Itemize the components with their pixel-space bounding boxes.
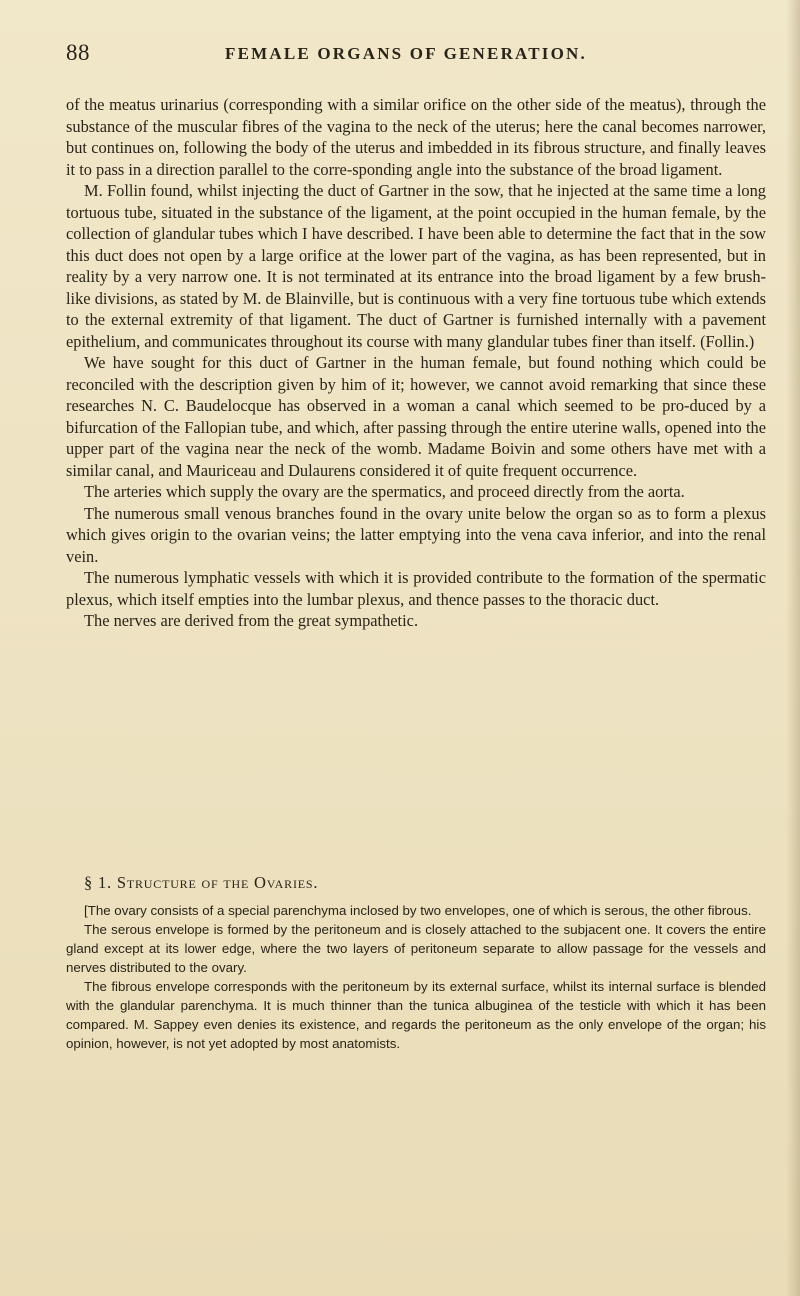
section-heading [84,873,318,893]
paragraph: We have sought for this duct of Gartner in the human female, but found nothing which could be reconciled with the description given by him of it; however, we cannot avoid remarking that since these researches N. C. Baudelocque has observed in a woman a canal which seemed to be pro-duced by a bifurcation of the Fallopian tube, and which, after passing through the entire uterine walls, opened into the upper part of the vagina near the neck of the womb. Madame Boivin and some others have met with a similar canal, and Mauriceau and Dulaurens considered it of quite frequent occurrence. [66,353,766,480]
page-number: 88 [66,40,90,65]
paragraph: of the meatus urinarius (corresponding with a similar orifice on the other side of the meatus), through the substance of the muscular fibres of the vagina to the neck of the uterus; here the canal becomes narrower, but continues on, following the body of the uterus and imbedded in its fibrous structure, and finally leaves it to pass in a direction parallel to the corre-sponding angle into the substance of the broad ligament. [66,95,766,179]
paragraph: The numerous small venous branches found in the ovary unite below the organ so as to form a plexus which gives origin to the ovarian veins; the latter emptying into the vena cava inferior, and into the renal vein. [66,503,766,566]
body-text [66,94,766,632]
paragraph: M. Follin found, whilst injecting the duct of Gartner in the sow, that he injected at the same time a long tortuous tube, situated in the substance of the ligament, at the point occupied in the human female, by the collection of glandular tubes which I have described. I have been able to determine the fact that in the sow this duct does not open by a large orifice at the lower part of the vagina, as has been represented, but in reality by a very narrow one. It is not terminated at its entrance into the broad ligament by a few brush-like divisions, as stated by M. de Blainville, but is continuous with a very fine tortuous tube which extends to the external extremity of that ligament. The duct of Gartner is furnished internally with a pavement epithelium, and communicates throughout its course with many glandular tubes finer than itself. (Follin.) [66,181,766,351]
section-title: Structure of the Ovaries. [116,873,319,892]
paragraph: The nerves are derived from the great sympathetic. [84,611,419,630]
note-paragraph: [The ovary consists of a special parenchyma inclosed by two envelopes, one of which is serous, the other fibrous. [84,903,752,918]
note-paragraph: The fibrous envelope corresponds with the peritoneum by its external surface, whilst its internal surface is blended with the glandular parenchyma. It is much thinner than the tunica albuginea of the testicle with which it has been compared. M. Sappey even denies its existence, and regards the peritoneum as the only envelope of the organ; his opinion, however, is not yet adopted by most anatomists. [66,979,766,1051]
running-title: FEMALE ORGANS OF GENERATION. [225,44,587,63]
section-number: § 1. [84,873,112,892]
bracketed-note [66,901,766,1053]
page-edge-shadow [786,0,800,1296]
page-header [66,40,766,76]
paragraph: The arteries which supply the ovary are the spermatics, and proceed directly from the aorta. [84,482,685,501]
paragraph: The numerous lymphatic vessels with which it is provided contribute to the formation of the spermatic plexus, which itself empties into the lumbar plexus, and thence passes to the thoracic duct. [66,568,766,609]
note-paragraph: The serous envelope is formed by the peritoneum and is closely attached to the subjacent one. It covers the entire gland except at its lower edge, where the two layers of peritoneum separate to allow passage for the vessels and nerves distributed to the ovary. [66,922,766,975]
